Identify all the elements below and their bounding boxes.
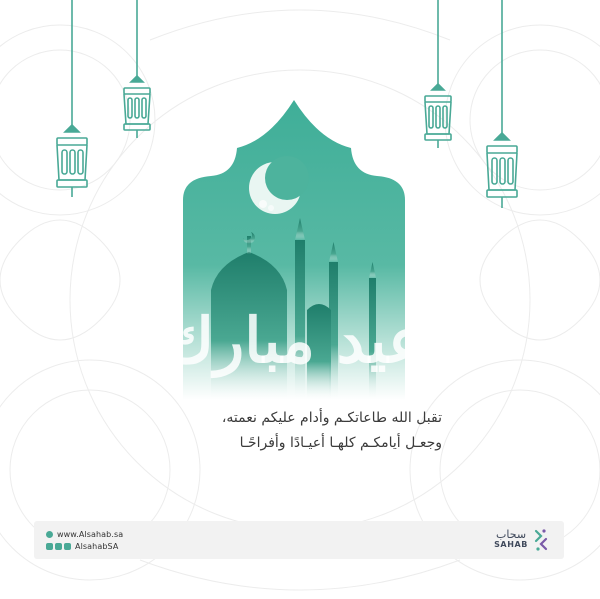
social-handle[interactable]: AlsahabSA — [75, 542, 119, 551]
hanging-lantern-icon — [124, 0, 150, 138]
hanging-lantern-icon — [425, 0, 451, 148]
hanging-lantern-icon — [57, 0, 87, 197]
greeting-line-2: وجعـل أيامكـم كلهـا أعيـادًا وأفراحًـا — [239, 435, 442, 451]
linkedin-icon[interactable] — [64, 543, 71, 550]
brand-logo — [494, 527, 550, 553]
contact-info — [46, 529, 123, 553]
greeting-text — [142, 406, 442, 456]
website-line — [46, 529, 123, 540]
greeting-line-1: تقبل الله طاعاتكـم وأدام عليكم نعمته، — [221, 410, 442, 426]
brand-latin-name: SAHAB — [494, 540, 528, 549]
eid-mubarak-calligraphy: عيد مبارك — [163, 304, 425, 377]
instagram-icon[interactable] — [55, 543, 62, 550]
footer-bar — [34, 521, 564, 559]
sahab-logo-icon — [532, 527, 550, 553]
brand-arabic-name: سحاب — [496, 528, 527, 541]
twitter-icon[interactable] — [46, 543, 53, 550]
mosque-arch — [163, 100, 425, 400]
globe-icon — [46, 531, 53, 538]
social-line — [46, 541, 123, 552]
hanging-lantern-icon — [487, 0, 517, 208]
website-link[interactable]: www.Alsahab.sa — [57, 530, 124, 539]
